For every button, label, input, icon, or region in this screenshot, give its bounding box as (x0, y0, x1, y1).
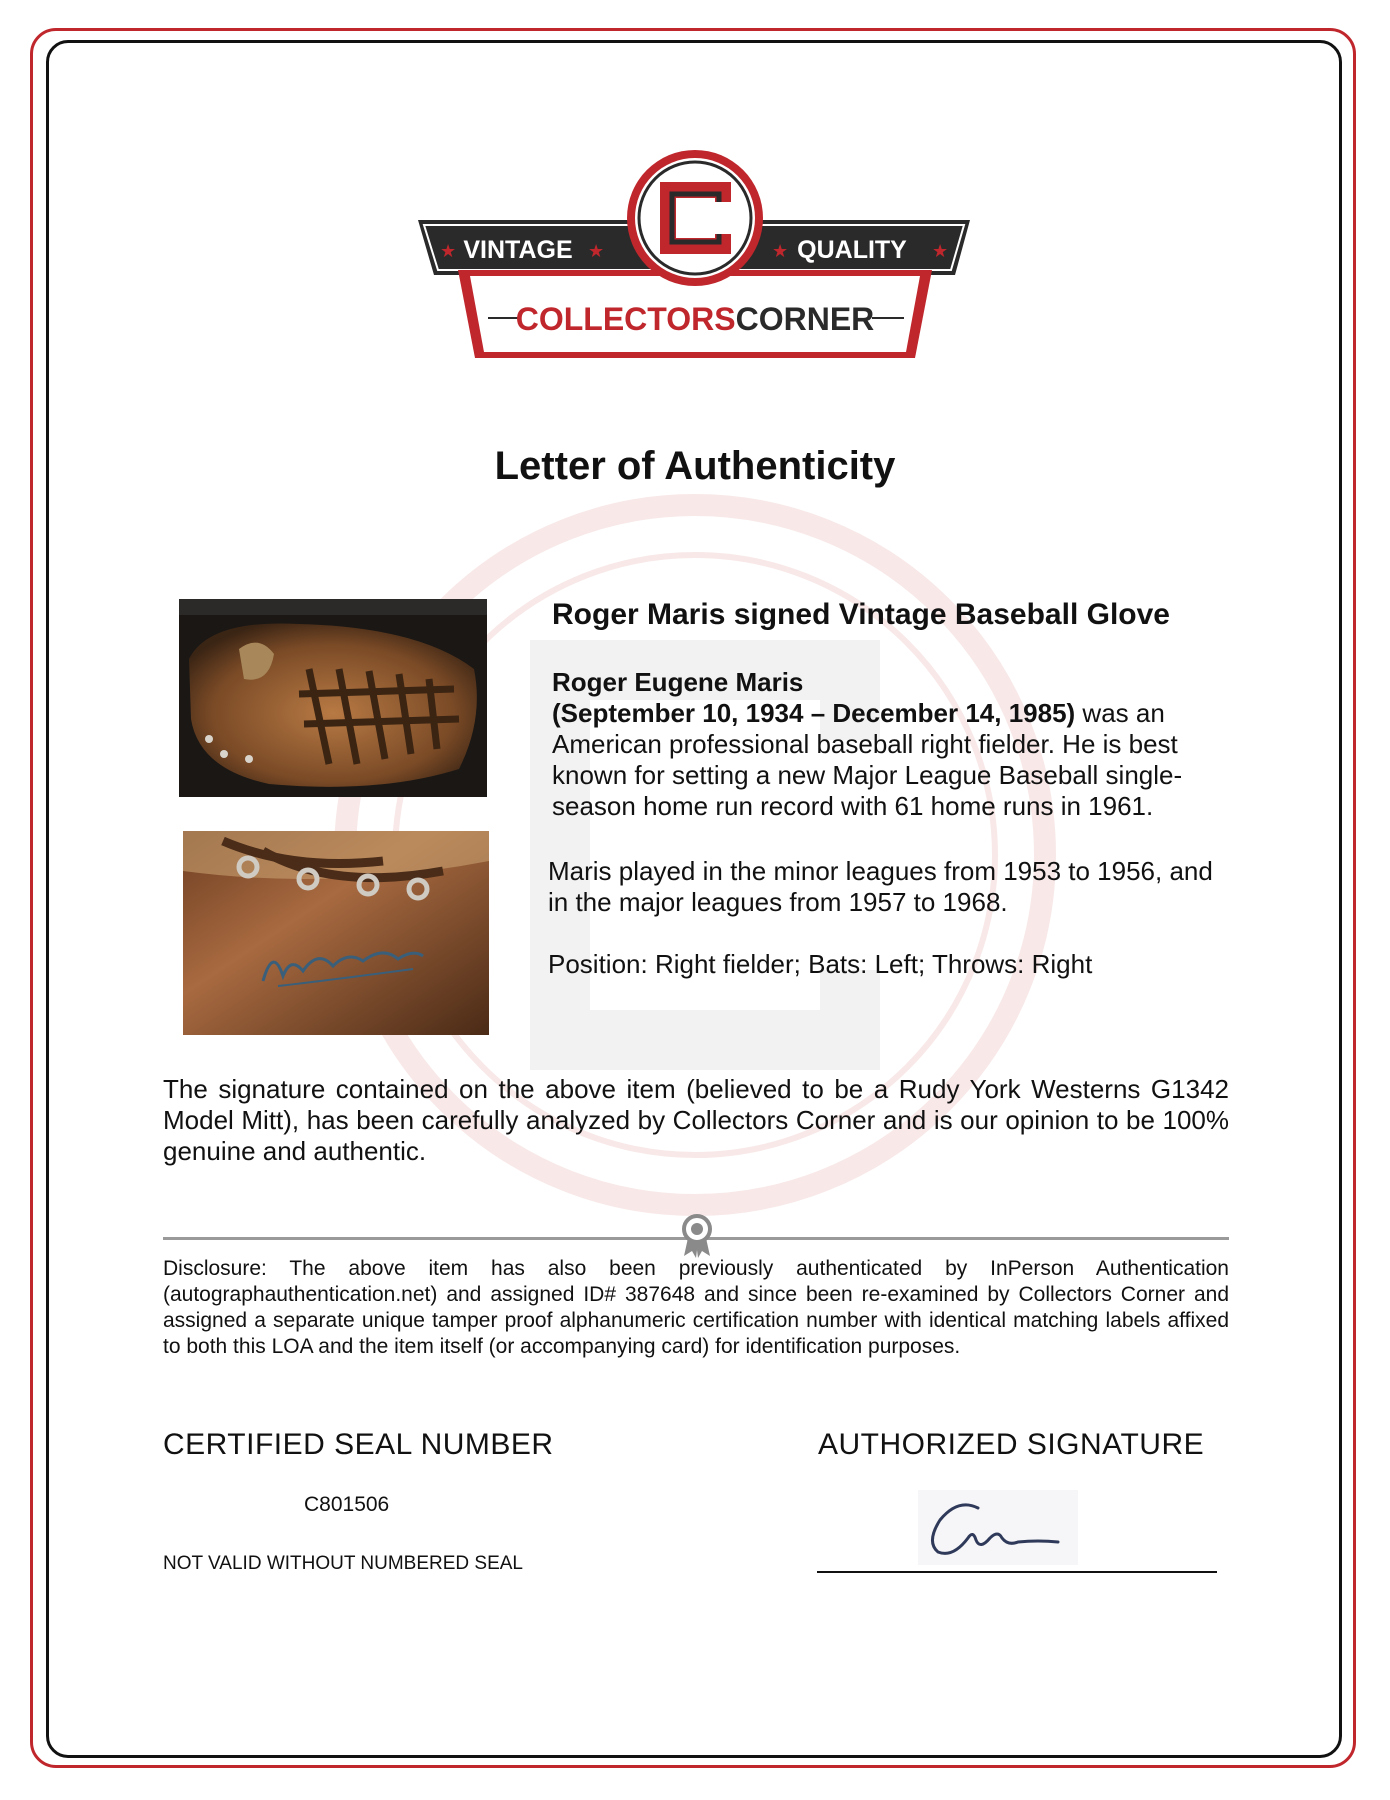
seal-note: NOT VALID WITHOUT NUMBERED SEAL (163, 1553, 523, 1574)
signature-closeup-photo (183, 831, 489, 1035)
page-title: Letter of Authenticity (494, 444, 896, 488)
vintage-text: VINTAGE (463, 236, 573, 264)
seal-number: C801506 (304, 1493, 390, 1516)
star-icon: ★ (932, 241, 949, 262)
career-paragraph: Maris played in the minor leagues from 1953 to 1956, and in the major leagues from 1957 to 1968. (548, 856, 1213, 917)
quality-text: QUALITY (797, 236, 907, 264)
player-name: Roger Eugene Maris (552, 667, 804, 697)
brand-part1: COLLECTORS (515, 301, 736, 337)
star-icon: ★ (440, 241, 457, 262)
item-title: Roger Maris signed Vintage Baseball Glove (552, 598, 1170, 631)
signature-line (817, 1571, 1217, 1573)
authenticity-statement: The signature contained on the above item (believed to be a Rudy York Westerns G1342 Model Mitt), has been carefully analyzed by Collectors Corner and is our opinion to be 100% genuine and authentic. (163, 1074, 1229, 1166)
bio-text: was an American professional baseball right fielder. He is best known for setting a new Major League Baseball single-season home run record with 61 home runs in 1961. (552, 698, 1183, 821)
glove-photo (179, 599, 487, 797)
disclosure-paragraph: Disclosure: The above item has also been previously authenticated by InPerson Authentication (autographauthentication.net) and assigned ID# 387648 and since been re-examined by Collectors Corner and assigned a separate unique tamper proof alphanumeric certification number with identical matching labels affixed to both this LOA and the item itself (or accompanying card) for identification purposes. (163, 1257, 1229, 1358)
player-dates: (September 10, 1934 – December 14, 1985) (552, 698, 1076, 728)
authorized-signature-image (918, 1490, 1078, 1565)
bio-paragraph (552, 667, 1242, 822)
brand-part2: CORNER (735, 301, 875, 337)
signature-label: AUTHORIZED SIGNATURE (818, 1428, 1205, 1461)
position-paragraph: Position: Right fielder; Bats: Left; Throws: Right (548, 949, 1093, 979)
collectors-corner-logo (410, 150, 980, 365)
award-ribbon-icon (680, 1214, 714, 1258)
seal-label: CERTIFIED SEAL NUMBER (163, 1428, 554, 1461)
star-icon: ★ (588, 241, 605, 262)
brand-text (516, 301, 875, 337)
star-icon: ★ (772, 241, 789, 262)
